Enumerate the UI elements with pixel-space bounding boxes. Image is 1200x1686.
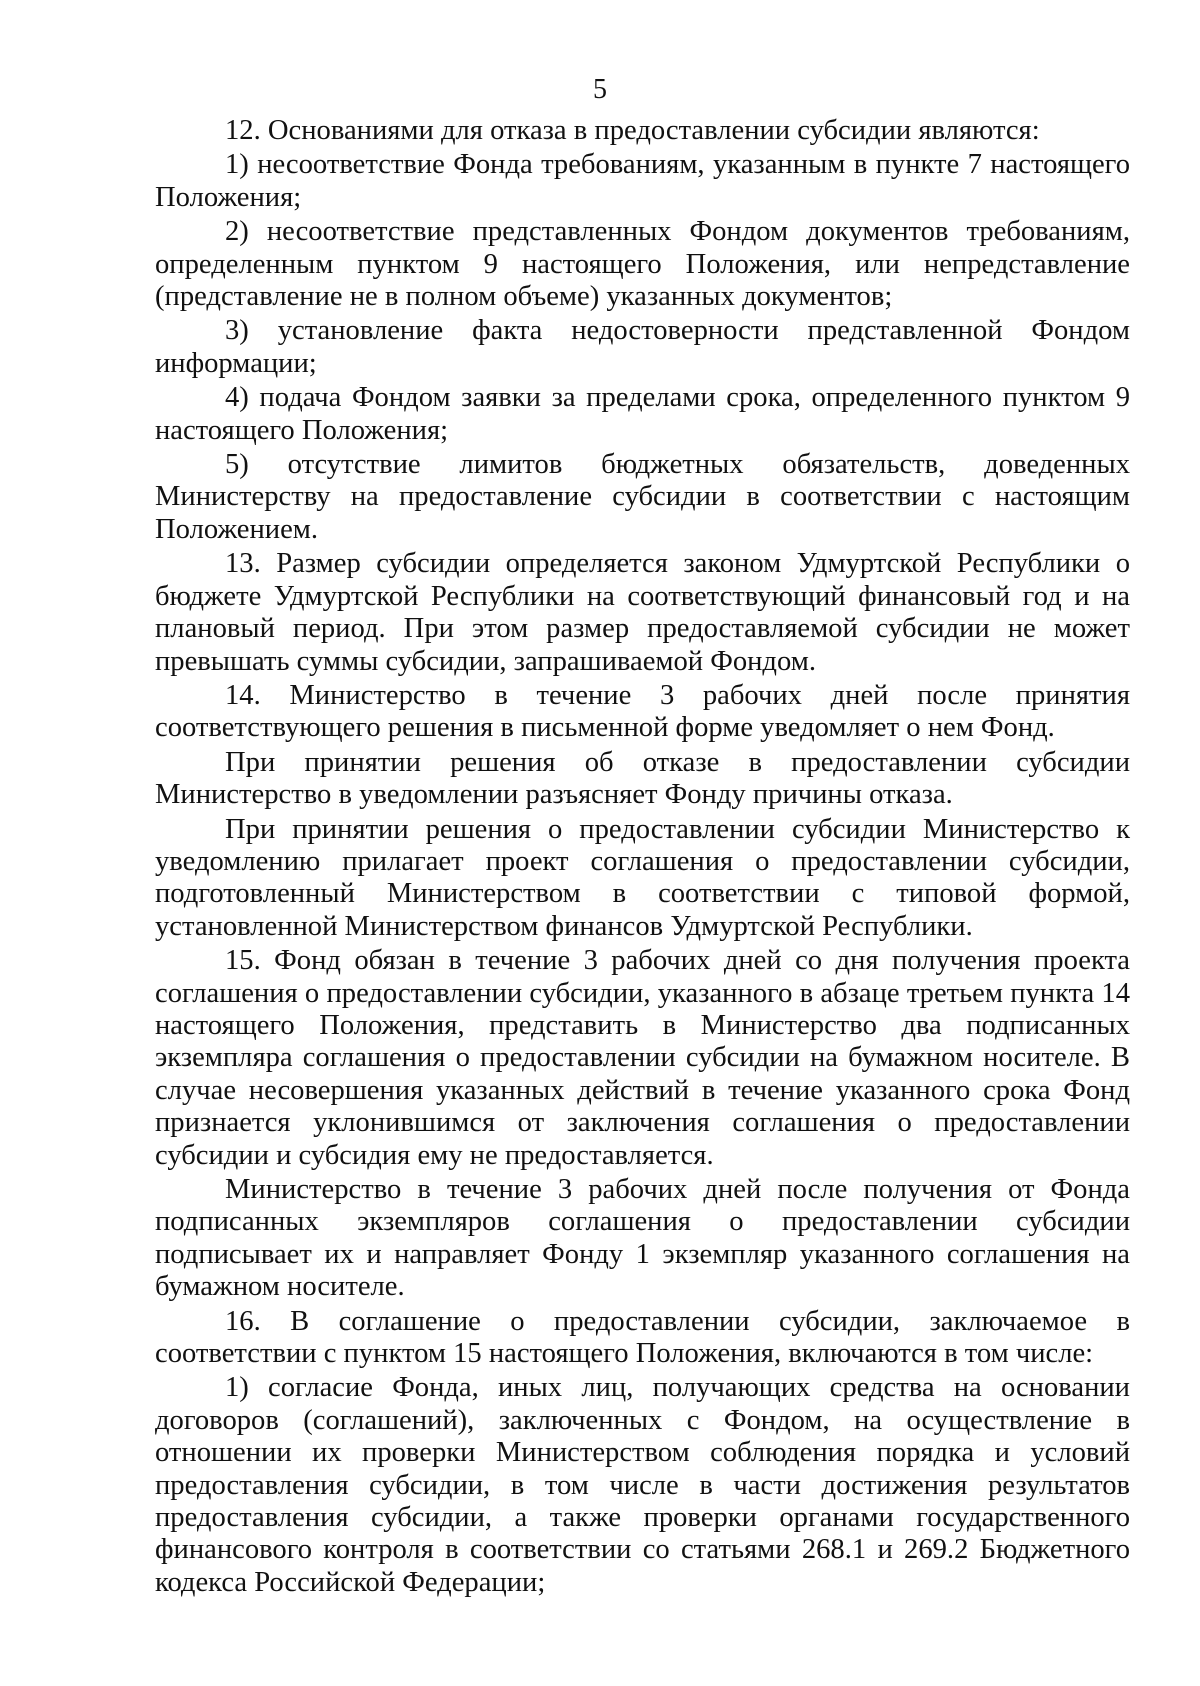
paragraph-15-ministry: Министерство в течение 3 рабочих дней после получения от Фонда подписанных экземпляров соглашения о предоставлении субсидии подписывает их и направляет Фонду 1 экземпляр указанного соглашения на бумажном носителе.: [155, 1174, 1130, 1303]
paragraph-12-item-3: 3) установление факта недостоверности представленной Фондом информации;: [155, 315, 1130, 379]
paragraph-12: 12. Основаниями для отказа в предоставлении субсидии являются:: [225, 115, 1040, 146]
paragraph-16: 16. В соглашение о предоставлении субсидии, заключаемое в соответствии с пунктом 15 настоящего Положения, включаются в том числе:: [155, 1305, 1130, 1370]
paragraph-12-item-1: 1) несоответствие Фонда требованиям, указанным в пункте 7 настоящего Положения;: [155, 149, 1130, 213]
paragraph-14: 14. Министерство в течение 3 рабочих дней после принятия соответствующего решения в письменной форме уведомляет о нем Фонд.: [155, 679, 1130, 744]
paragraph-15: 15. Фонд обязан в течение 3 рабочих дней со дня получения проекта соглашения о предоставлении субсидии, указанного в абзаце третьем пункта 14 настоящего Положения, представить в Министерство два подписанных экземпляра соглашения о предоставлении субсидии на бумажном носителе. В случае несовершения указанных действий в течение указанного срока Фонд признается уклонившимся от заключения соглашения о предоставлении субсидии и субсидия ему не предоставляется.: [155, 945, 1130, 1171]
page-number: 5: [593, 74, 607, 105]
paragraph-14-refusal: При принятии решения об отказе в предоставлении субсидии Министерство в уведомлении разъясняет Фонду причины отказа.: [155, 746, 1130, 811]
paragraph-14-approval: При принятии решения о предоставлении субсидии Министерство к уведомлению прилагает проект соглашения о предоставлении субсидии, подготовленный Министерством в соответствии с типовой формой, установленной Министерством финансов Удмуртской Республики.: [155, 813, 1130, 942]
paragraph-12-item-4: 4) подача Фондом заявки за пределами срока, определенного пунктом 9 настоящего Положения;: [155, 382, 1130, 446]
paragraph-12-item-5: 5) отсутствие лимитов бюджетных обязательств, доведенных Министерству на предоставление субсидии в соответствии с настоящим Положением.: [155, 449, 1130, 545]
paragraph-12-item-2: 2) несоответствие представленных Фондом документов требованиям, определенным пунктом 9 настоящего Положения, или непредставление (представление не в полном объеме) указанных документов;: [155, 216, 1130, 313]
paragraph-13: 13. Размер субсидии определяется законом Удмуртской Республики о бюджете Удмуртской Республики на соответствующий финансовый год и на плановый период. При этом размер предоставляемой субсидии не может превышать суммы субсидии, запрашиваемой Фондом.: [155, 548, 1130, 677]
paragraph-16-item-1: 1) согласие Фонда, иных лиц, получающих средства на основании договоров (соглашений), заключенных с Фондом, на осуществление в отношении их проверки Министерством соблюдения порядка и условий предоставления субсидии, в том числе в части достижения результатов предоставления субсидии, а также проверки органами государственного финансового контроля в соответствии со статьями 268.1 и 269.2 Бюджетного кодекса Российской Федерации;: [155, 1372, 1130, 1598]
document-body: [155, 115, 1130, 1601]
